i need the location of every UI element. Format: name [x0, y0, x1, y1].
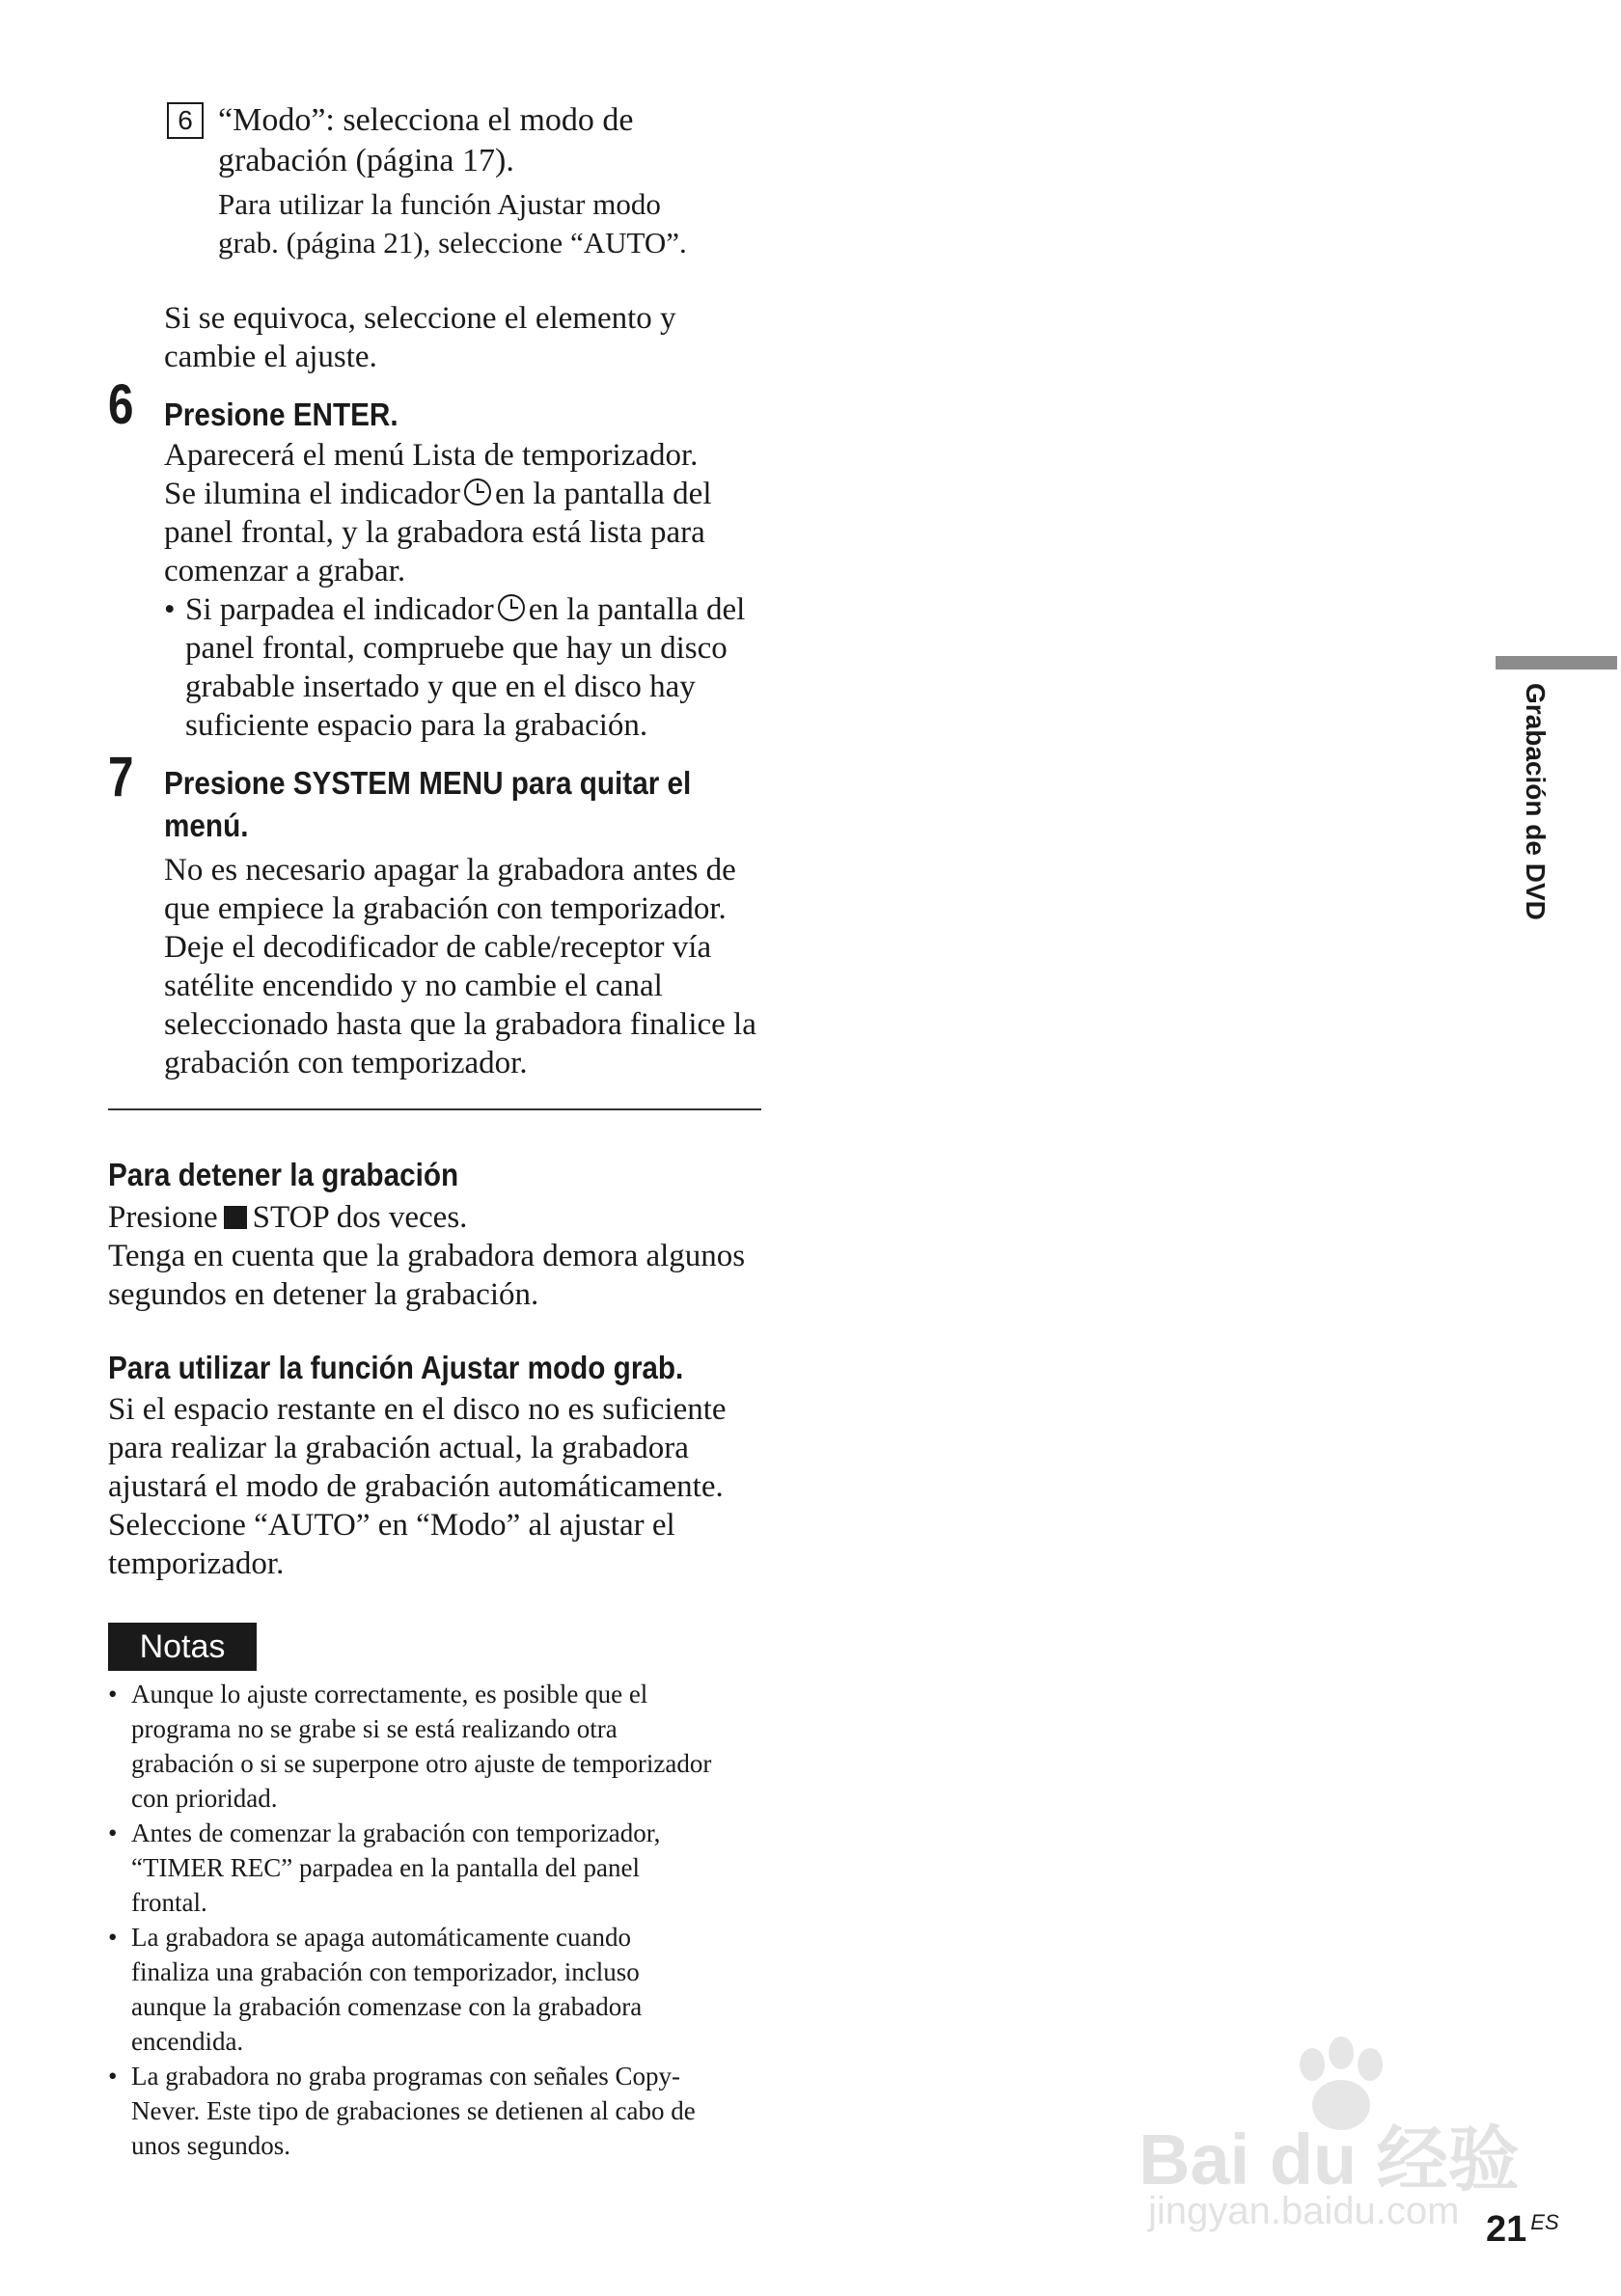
text-line: segundos en detener la grabación. — [108, 1277, 539, 1312]
text-fragment: Presione — [108, 1200, 218, 1235]
step-number: 6 — [108, 373, 134, 436]
item-note — [218, 185, 797, 262]
text-line: La grabadora se apaga automáticamente cuando — [131, 1923, 631, 1952]
text-line: encendida. — [131, 2027, 244, 2056]
text-line: Para utilizar la función Ajustar modo — [218, 187, 661, 221]
bullet-symbol: • — [108, 2062, 118, 2091]
stop-icon — [224, 1206, 247, 1229]
text-line: suficiente espacio para la grabación. — [185, 708, 648, 743]
text-fragment: STOP dos veces. — [252, 1200, 468, 1235]
text-line: Presione SYSTEM MENU para quitar el — [164, 765, 692, 801]
timer-clock-icon — [498, 594, 525, 621]
text-line: comenzar a grabar. — [164, 554, 406, 588]
text-fragment: en la pantalla del — [495, 477, 712, 511]
text-fragment: Se ilumina el indicador — [164, 477, 461, 511]
step-title: Presione ENTER. — [164, 396, 398, 432]
text-line: finaliza una grabación con temporizador, incluso — [131, 1957, 640, 1986]
item-text — [218, 100, 797, 181]
side-tab-bar — [1496, 656, 1617, 670]
section-heading: Para utilizar la función Ajustar modo grab. — [108, 1350, 684, 1385]
text-line: grab. (página 21), seleccione “AUTO”. — [218, 226, 687, 260]
text-line: Aunque lo ajuste correctamente, es posible que el — [131, 1680, 648, 1708]
text-line: unos segundos. — [131, 2131, 291, 2160]
text-line: con prioridad. — [131, 1784, 278, 1813]
text-line: menú. — [164, 807, 249, 843]
text-line: Si el espacio restante en el disco no es suficiente — [108, 1392, 727, 1427]
section-heading: Para detener la grabación — [108, 1157, 459, 1192]
list-item — [108, 2059, 783, 2163]
bullet-symbol: • — [164, 592, 176, 627]
watermark-brand: Bai du 经验 — [1139, 2119, 1520, 2200]
text-line: grabable insertado y que en el disco hay — [185, 670, 696, 704]
text-line: Antes de comenzar la grabación con temporizador, — [131, 1818, 661, 1847]
step-title — [164, 762, 691, 847]
notes-list — [108, 1677, 783, 2163]
text-line: frontal. — [131, 1888, 207, 1917]
text-line — [164, 475, 791, 513]
list-item — [108, 1920, 783, 2059]
text-line: La grabadora no graba programas con señales Copy- — [131, 2062, 681, 2091]
text-line: “TIMER REC” parpadea en la pantalla del panel — [131, 1853, 641, 1882]
page-number — [1486, 2209, 1559, 2251]
step-number: 7 — [108, 746, 134, 808]
text-line: que empiece la grabación con temporizador. — [164, 891, 727, 926]
adjust-section-body — [108, 1390, 783, 1583]
timer-clock-icon — [464, 478, 491, 506]
text-line: Never. Este tipo de grabaciones se detienen al cabo de — [131, 2096, 696, 2125]
notes-label: Notas — [108, 1623, 257, 1671]
text-line: “Modo”: selecciona el modo de — [218, 102, 634, 138]
step7-body — [164, 851, 791, 1082]
bullet-symbol: • — [108, 1818, 118, 1847]
text-line: No es necesario apagar la grabadora antes de — [164, 853, 736, 888]
item-number-box: 6 — [167, 102, 204, 139]
page-language: ES — [1530, 2210, 1559, 2234]
text-line: panel frontal, y la grabadora está lista para — [164, 515, 705, 550]
text-line: temporizador. — [108, 1546, 285, 1581]
text-line: aunque la grabación comenzase con la grabadora — [131, 1992, 643, 2021]
text-line: grabación (página 17). — [218, 143, 514, 178]
text-line: panel frontal, compruebe que hay un disco — [185, 631, 728, 666]
step6-body — [164, 436, 791, 745]
text-line: seleccionado hasta que la grabadora finalice la — [164, 1007, 756, 1042]
text-line: para realizar la grabación actual, la grabadora — [108, 1431, 689, 1465]
page-number-value: 21 — [1486, 2209, 1527, 2250]
text-line: programa no se grabe si se está realizando otra — [131, 1714, 618, 1743]
text-line: Seleccione “AUTO” en “Modo” al ajustar el — [108, 1508, 675, 1543]
side-tab-label: Grabación de DVD — [1521, 683, 1551, 920]
list-item — [108, 1816, 783, 1920]
text-line: grabación o si se superpone otro ajuste de temporizador — [131, 1749, 712, 1778]
text-line — [185, 590, 791, 629]
text-line: ajustará el modo de grabación automáticamente. — [108, 1469, 724, 1504]
text-fragment: Si parpadea el indicador — [185, 592, 494, 627]
text-line — [108, 1198, 783, 1237]
stop-section-body — [108, 1198, 783, 1314]
text-line: grabación con temporizador. — [164, 1046, 528, 1080]
bullet-item — [164, 590, 791, 745]
text-line: Deje el decodificador de cable/receptor vía — [164, 930, 712, 965]
watermark-url: jingyan.baidu.com — [1148, 2190, 1460, 2232]
text-line: Tenga en cuenta que la grabadora demora algunos — [108, 1239, 746, 1273]
list-item — [108, 1677, 783, 1816]
section-divider — [108, 1108, 761, 1110]
text-line: Si se equivoca, seleccione el elemento y — [164, 301, 676, 336]
text-line: satélite encendido y no cambie el canal — [164, 969, 663, 1003]
text-line: Aparecerá el menú Lista de temporizador. — [164, 438, 699, 473]
text-line: cambie el ajuste. — [164, 340, 377, 374]
bullet-symbol: • — [108, 1680, 118, 1708]
bullet-symbol: • — [108, 1923, 118, 1952]
text-fragment: en la pantalla del — [528, 592, 746, 627]
mistake-paragraph — [164, 299, 782, 376]
